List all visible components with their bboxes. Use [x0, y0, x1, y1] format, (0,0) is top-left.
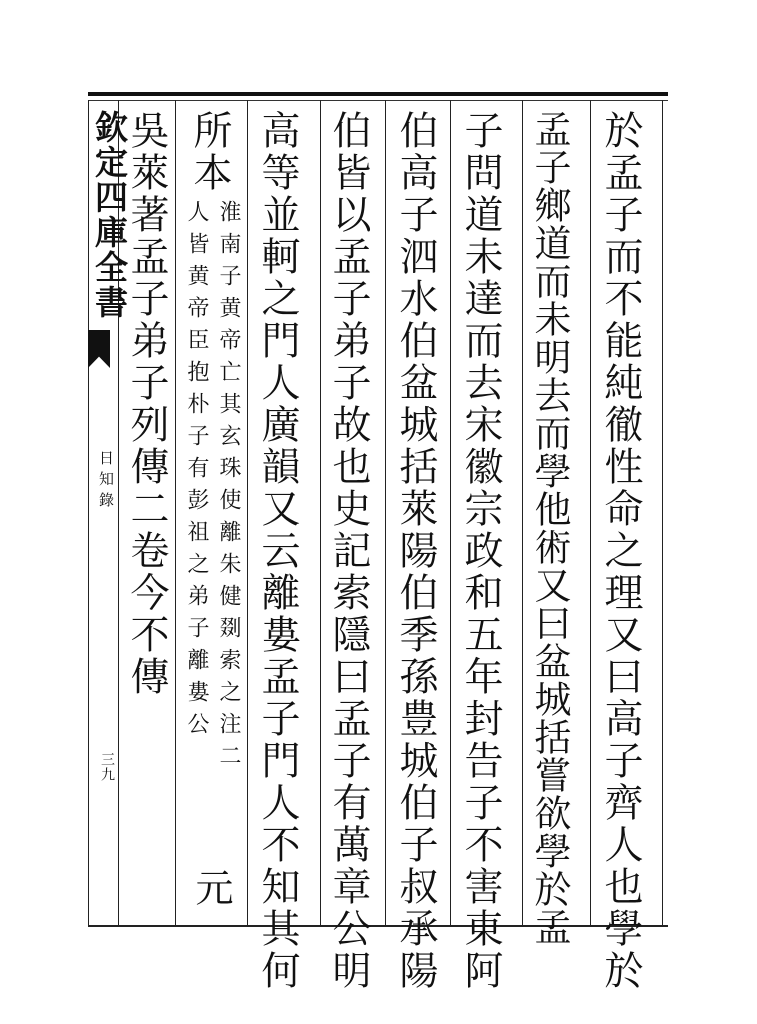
text-column-5: 伯皆以孟子弟子故也史記索隱曰孟子有萬章公明: [326, 110, 371, 992]
text-column-2: 孟子鄉道而未明去而學他術又曰盆城括嘗欲學於孟: [528, 110, 571, 946]
text-column-7: 所本: [187, 110, 232, 194]
page-number: 三九: [99, 752, 115, 782]
annotation-left: 人皆黄帝臣抱朴子有彭祖之弟子離婁公: [184, 200, 209, 744]
text-column-6: 高等並軻之門人廣韻又云離婁孟子門人不知其何: [255, 110, 300, 992]
series-title: 欽定四庫全書: [90, 110, 129, 320]
text-column-1: 於孟子而不能純徹性命之理又曰高子齊人也學於: [598, 110, 643, 992]
left-border: [88, 100, 89, 925]
column-divider: [450, 100, 451, 925]
text-column-4: 伯高子泗水伯盆城括萊陽伯季孫豊城伯子叔承陽: [393, 110, 438, 992]
annotation-right: 淮南子黄帝亡其玄珠使離朱健剟索之注二: [216, 200, 241, 776]
book-name: 日知錄: [97, 450, 115, 513]
right-border: [662, 100, 663, 925]
column-divider: [175, 100, 176, 925]
column-divider: [385, 100, 386, 925]
column-divider: [320, 100, 321, 925]
text-column-3: 子問道未達而去宋徽宗政和五年封告子不害東阿: [458, 110, 503, 992]
column-divider: [590, 100, 591, 925]
text-column-8: 吳萊著孟子弟子列傳二卷今不傳: [124, 110, 169, 698]
annotation-end: 元: [189, 868, 233, 909]
fish-tail-ornament: [88, 330, 110, 368]
column-divider: [247, 100, 248, 925]
column-divider: [522, 100, 523, 925]
top-border: [88, 92, 668, 96]
bottom-border: [88, 925, 668, 927]
